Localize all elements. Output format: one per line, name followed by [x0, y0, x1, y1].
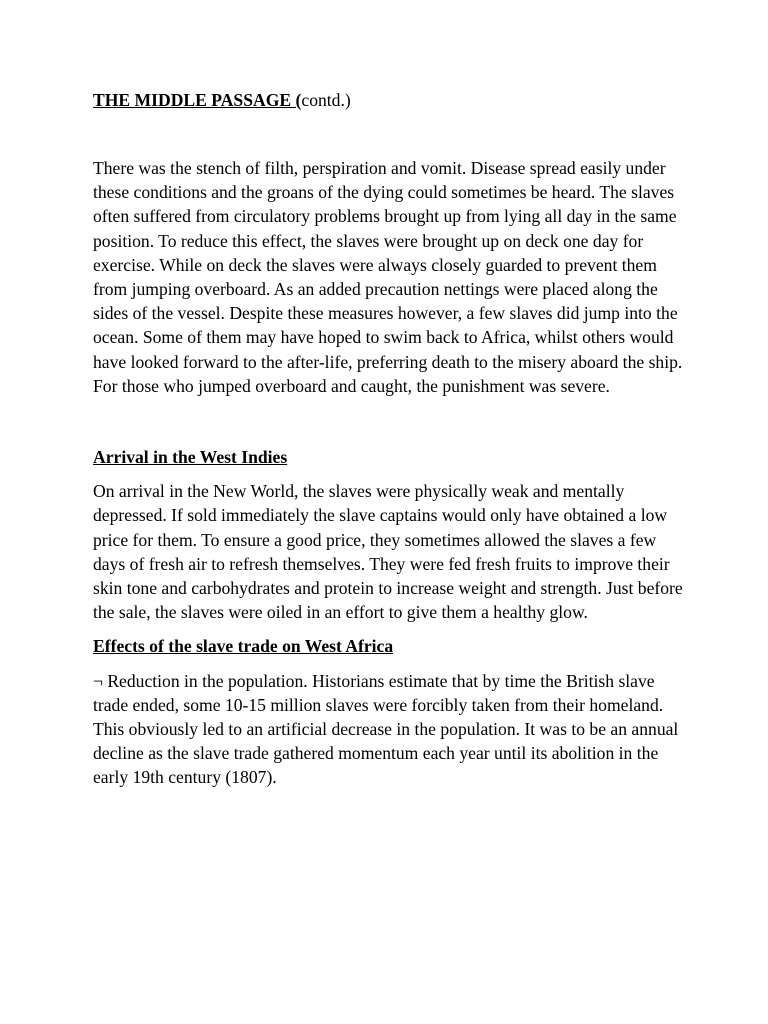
page-title [93, 88, 683, 112]
heading-effects-west-africa: Effects of the slave trade on West Africa [93, 636, 394, 657]
paragraph-arrival: On arrival in the New World, the slaves were physically weak and mentally depressed. If sold immediately the slave captains would only have obtained a low price for them. To ensure a good price, they sometimes allowed the slaves a few days of fresh air to refresh themselves. They were fed fresh fruits to improve their skin tone and carbohydrates and protein to increase weight and strength. Just before the sale, the slaves were oiled in an effort to give them a healthy glow. [93, 481, 683, 623]
paragraph-middle-passage: There was the stench of filth, perspiration and vomit. Disease spread easily under these conditions and the groans of the dying could sometimes be heard. The slaves often suffered from circulatory problems brought up from lying all day in the same position. To reduce this effect, the slaves were brought up on deck one day for exercise. While on deck the slaves were always closely guarded to prevent them from jumping overboard. As an added precaution nettings were placed along the sides of the vessel. Despite these measures however, a few slaves did jump into the ocean. Some of them may have hoped to swim back to Africa, whilst others would have looked forward to the after-life, preferring death to the misery aboard the ship. For those who jumped overboard and caught, the punishment was severe. [93, 158, 683, 396]
paragraph-effects: ¬ Reduction in the population. Historians estimate that by time the British slave trade ended, some 10-15 million slaves were forcibly taken from their homeland. This obviously led to an artificial decrease in the population. It was to be an annual decline as the slave trade gathered momentum each year until its abolition in the early 19th century (1807). [93, 670, 679, 788]
document-body [93, 88, 683, 790]
heading-arrival-west-indies: Arrival in the West Indies [93, 447, 288, 468]
page-title-main: THE MIDDLE PASSAGE ( [93, 90, 302, 110]
page-title-suffix: contd.) [301, 90, 351, 110]
